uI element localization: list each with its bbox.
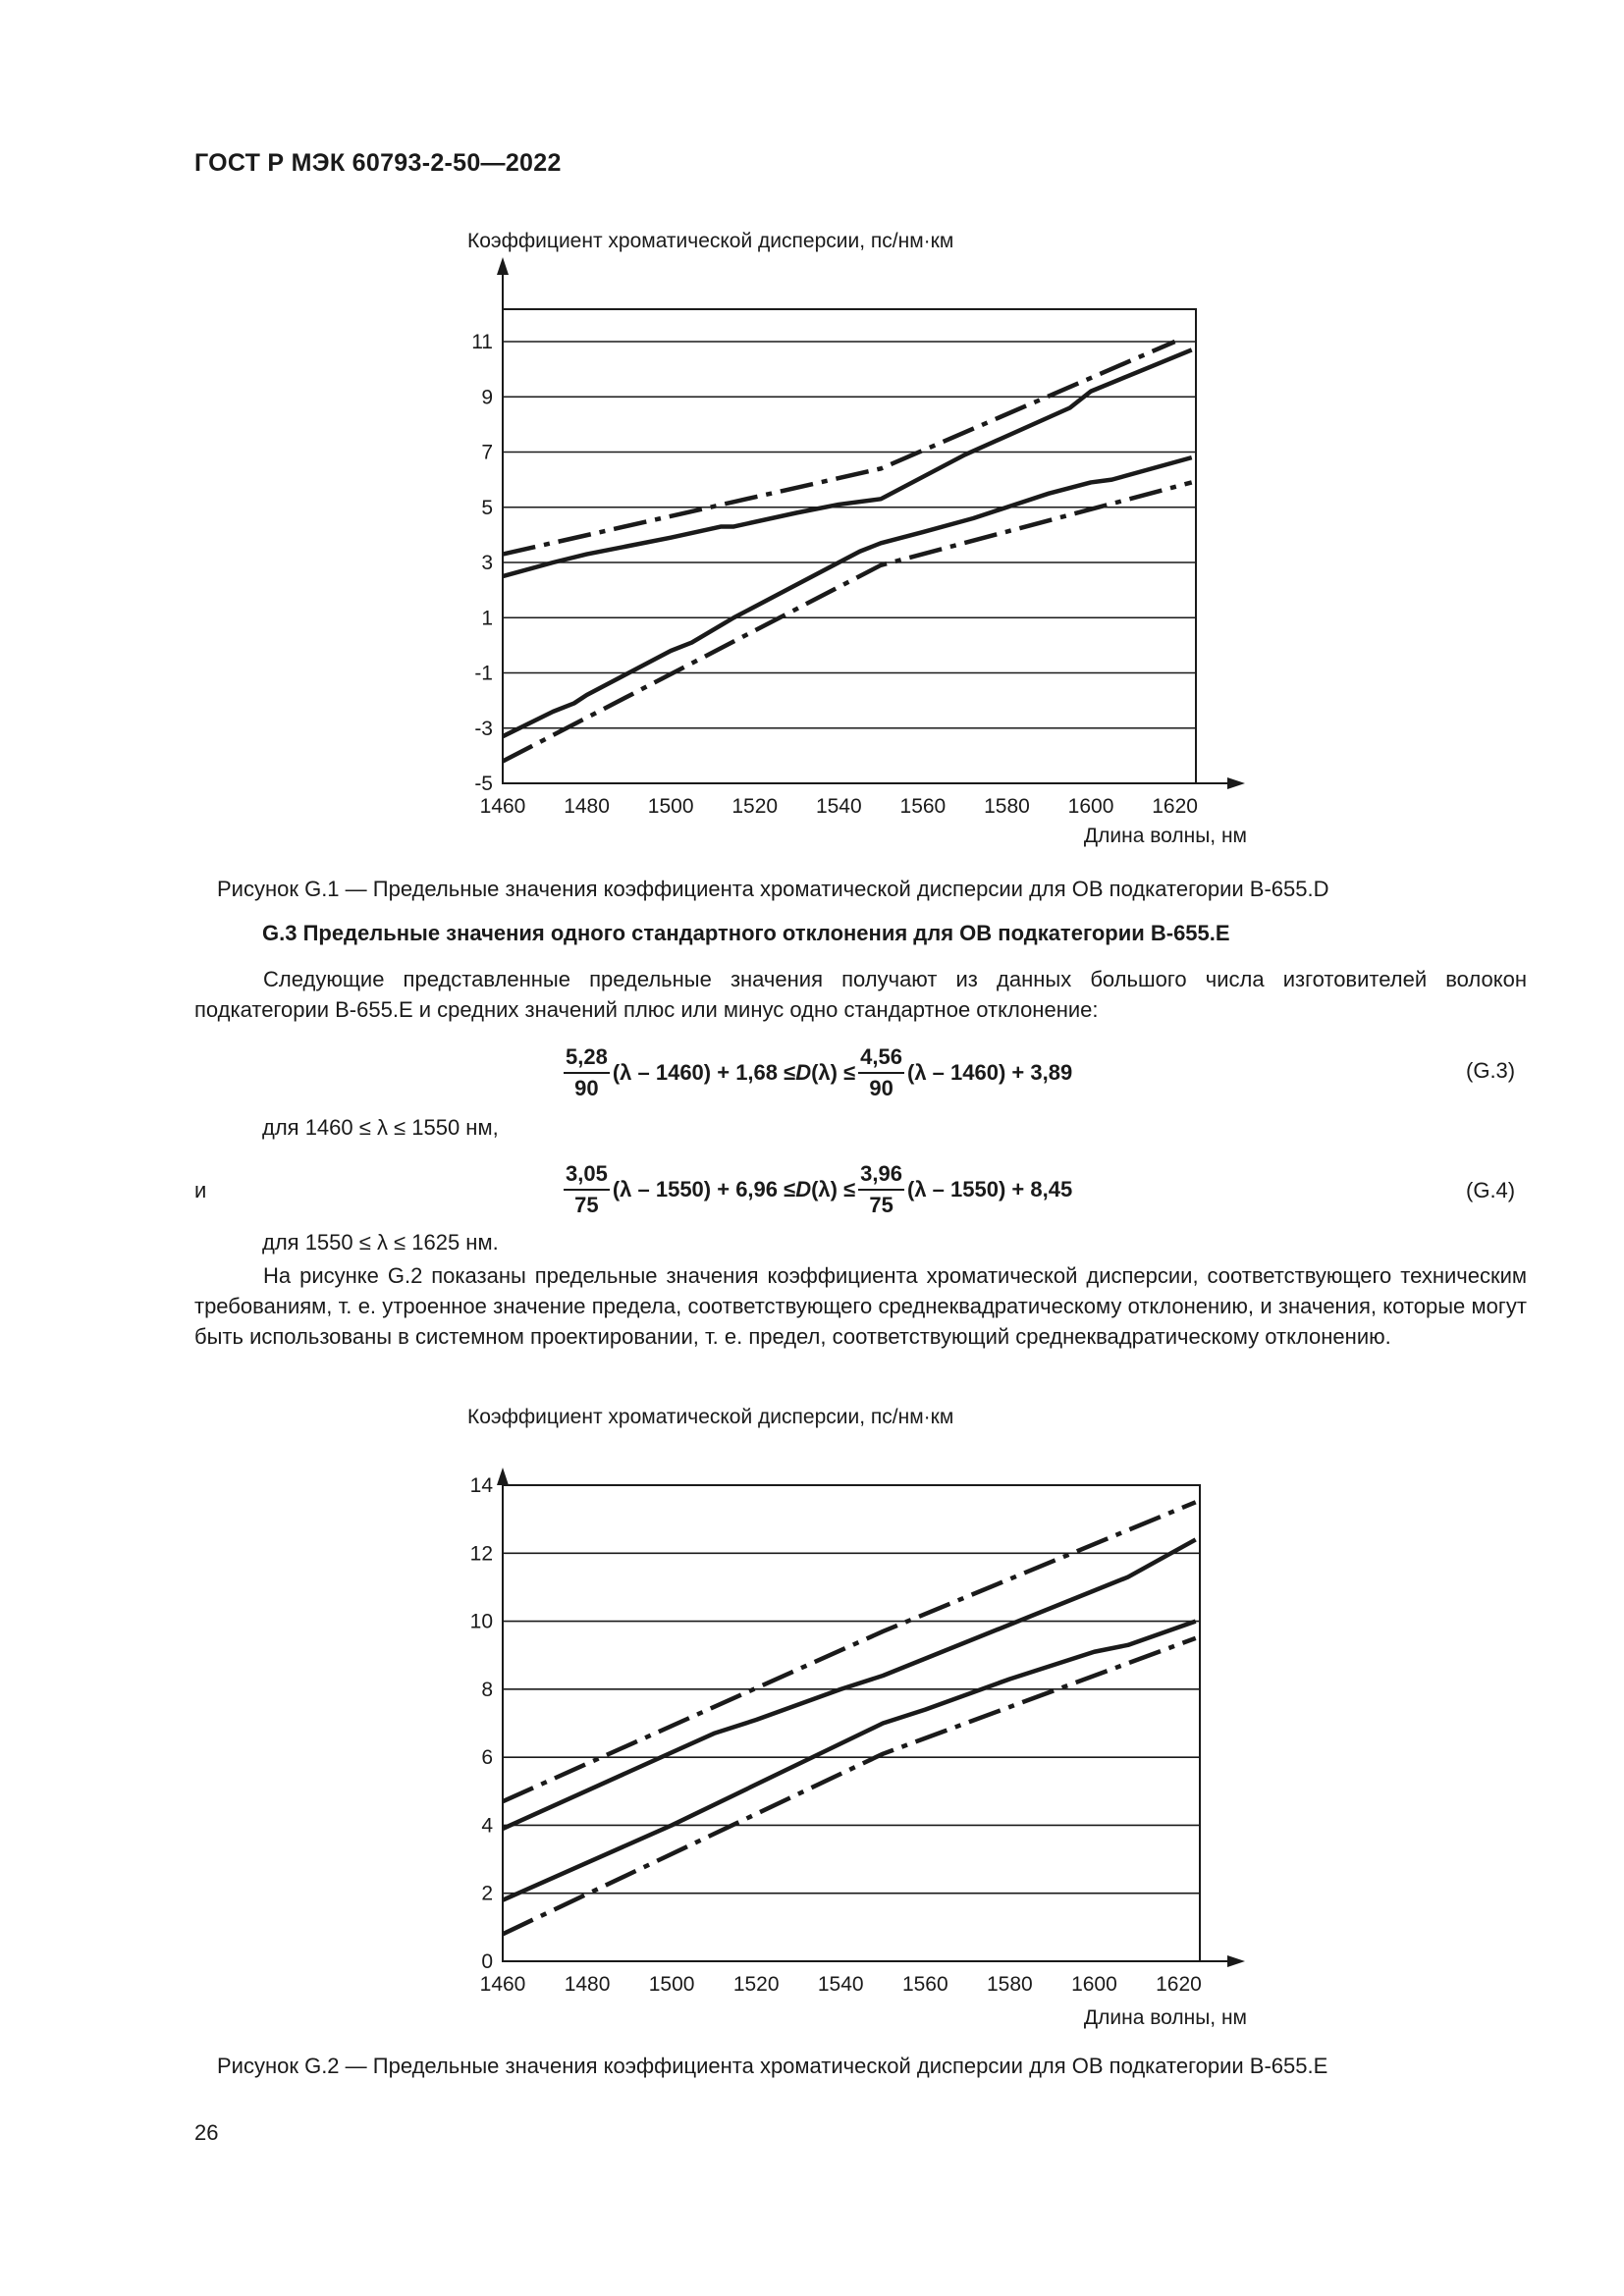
chart2-y-tick-label: 10: [469, 1610, 493, 1633]
section-intro: Следующие представленные предельные значения получают из данных большого числа изготовителей волокон подкатегории В-655.E и средних значений плюс или минус одно стандартное отклонение:: [194, 967, 1527, 1022]
chart2-y-tick-label: 6: [481, 1746, 493, 1770]
chart2-y-axis-label: Коэффициент хроматической дисперсии, пс/нм·км: [467, 1406, 954, 1428]
equation-g4: $\frac{3,05}{75}$ (λ – 1550) + 6,96 ≤ D (λ) ≤ $\frac{3,96}{75}$ (λ – 1550) + 8,45: [566, 1161, 1073, 1217]
chart2-y-tick-label: 4: [481, 1814, 493, 1838]
chart2-x-axis-arrow: [1227, 1955, 1245, 1967]
chart1-y-tick-label: 7: [481, 441, 493, 464]
chart2-x-tick-label: 1540: [817, 1973, 864, 1996]
range-1: для 1460 ≤ λ ≤ 1550 нм,: [262, 1115, 499, 1140]
equation-g3-number: (G.3): [1466, 1058, 1516, 1083]
chart1-y-tick-label: 3: [481, 552, 493, 574]
chart2-y-tick-label: 14: [469, 1474, 493, 1497]
chart2-x-axis-label: Длина волны, нм: [1083, 2006, 1247, 2029]
chart1-x-tick-label: 1460: [479, 795, 526, 818]
chart1-x-axis-label: Длина волны, нм: [1083, 825, 1247, 847]
chart1-plot-frame: [503, 309, 1196, 783]
chart2-y-tick-label: 12: [469, 1542, 493, 1566]
chart1-y-axis-arrow: [497, 257, 509, 275]
chart1-x-tick-label: 1500: [647, 795, 694, 818]
chart1-y-tick-label: 5: [481, 496, 493, 519]
chart1-x-tick-label: 1520: [731, 795, 779, 818]
range-2: для 1550 ≤ λ ≤ 1625 нм.: [262, 1230, 499, 1255]
chart2-x-tick-label: 1580: [987, 1973, 1033, 1996]
page-number: 26: [194, 2120, 219, 2145]
eq1-fraction-1: $\frac{5,28}{90}$: [566, 1044, 608, 1100]
chart1-series-line-3: [503, 457, 1192, 736]
chart2-series-line-2: [503, 1539, 1196, 1828]
chart1: [0, 0, 1624, 883]
chart1-x-tick-label: 1580: [984, 795, 1030, 818]
chart2-y-axis-arrow: [497, 1468, 509, 1485]
chart1-y-tick-label: 11: [471, 331, 493, 353]
chart1-x-axis-arrow: [1227, 777, 1245, 789]
chart2-y-tick-label: 8: [481, 1678, 493, 1701]
chart1-y-axis-label: Коэффициент хроматической дисперсии, пс/нм·км: [467, 230, 954, 252]
chart1-x-tick-label: 1620: [1152, 795, 1198, 818]
document-header: ГОСТ Р МЭК 60793-2-50—2022: [194, 149, 562, 177]
chart2-y-tick-label: 0: [481, 1950, 493, 1973]
chart2-x-tick-label: 1460: [479, 1973, 526, 1996]
chart1-series-line-2: [503, 349, 1192, 576]
chart1-x-tick-label: 1540: [815, 795, 862, 818]
chart1-series-line-1: [503, 342, 1175, 555]
chart2-series-line-4: [503, 1638, 1196, 1934]
chart2-x-tick-label: 1500: [648, 1973, 695, 1996]
chart2-x-tick-label: 1560: [901, 1973, 948, 1996]
section-heading: G.3 Предельные значения одного стандартного отклонения для ОВ подкатегории В-655.E: [262, 921, 1230, 945]
chart2-series-line-3: [503, 1622, 1196, 1900]
eq2-fraction-2: $\frac{3,96}{75}$: [860, 1161, 902, 1217]
chart1-y-tick-label: -5: [474, 773, 493, 795]
figure1-caption: Рисунок G.1 — Предельные значения коэффициента хроматической дисперсии для ОВ подкатегории В-655.D: [217, 877, 1329, 901]
chart1-series-line-4: [503, 482, 1192, 761]
chart2: [0, 1374, 1624, 2061]
chart1-y-tick-label: -1: [474, 662, 493, 685]
conjunction-and: и: [194, 1178, 207, 1202]
eq2-fraction-1: $\frac{3,05}{75}$: [566, 1161, 608, 1217]
figure2-caption: Рисунок G.2 — Предельные значения коэффициента хроматической дисперсии для ОВ подкатегории В-655.E: [217, 2054, 1328, 2078]
chart2-x-tick-label: 1480: [564, 1973, 611, 1996]
equation-g4-number: (G.4): [1466, 1178, 1516, 1202]
eq1-fraction-2: $\frac{4,56}{90}$: [860, 1044, 902, 1100]
chart1-x-tick-label: 1480: [564, 795, 610, 818]
chart1-y-tick-label: 1: [481, 607, 493, 630]
figure-description: На рисунке G.2 показаны предельные значения коэффициента хроматической дисперсии, соответствующего техническим требованиям, т. е. утроенное значение предела, соответствующего среднеквадратическому отклонению, и значения, которые могут быть использованы в системном проектировании, т. е. предел, соответствующий среднеквадратическому отклонению.: [194, 1263, 1527, 1349]
chart2-plot-frame: [503, 1485, 1200, 1961]
chart1-y-tick-label: -3: [474, 717, 493, 740]
chart2-y-tick-label: 2: [481, 1882, 493, 1905]
chart2-x-tick-label: 1620: [1156, 1973, 1202, 1996]
chart1-y-tick-label: 9: [481, 386, 493, 409]
chart1-x-tick-label: 1560: [899, 795, 947, 818]
chart2-x-tick-label: 1600: [1071, 1973, 1117, 1996]
chart2-x-tick-label: 1520: [732, 1973, 780, 1996]
chart1-x-tick-label: 1600: [1067, 795, 1114, 818]
equation-g3: $\frac{5,28}{90}$ (λ – 1460) + 1,68 ≤ D (λ) ≤ $\frac{4,56}{90}$ (λ – 1460) + 3,89: [566, 1044, 1073, 1100]
